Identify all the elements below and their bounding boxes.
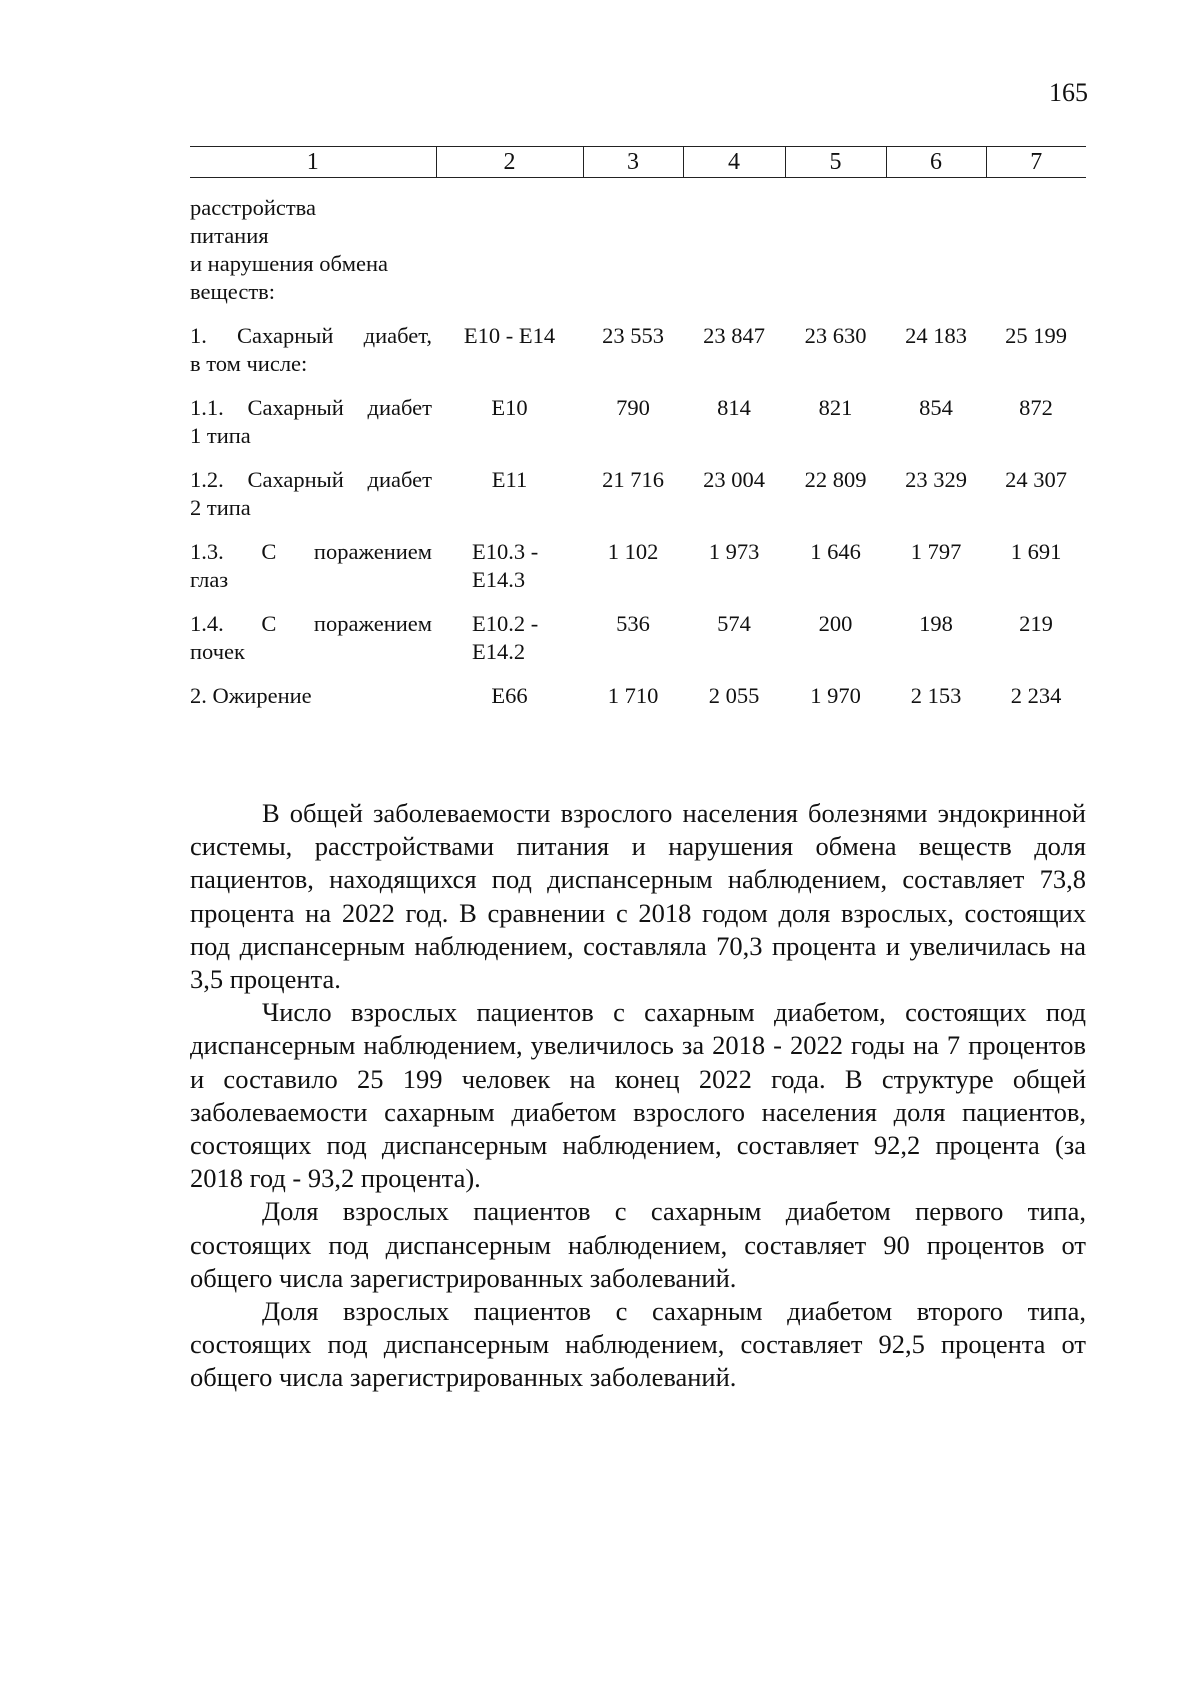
- row-name-line: 1.2. Сахарный диабет: [190, 467, 432, 492]
- paragraph: В общей заболеваемости взрослого населения болезнями эндокринной системы, расстройствами питания и нарушения обмена веществ доля пациентов, находящихся под диспансерным наблюдением, составляет 73,8 процента на 2022 год. В сравнении с 2018 годом доля взрослых, состоящих под диспансерным наблюдением, составляла 70,3 процента и увеличилась на 3,5 процента.: [190, 798, 1086, 995]
- table-row: [190, 322, 1086, 378]
- table-row: [190, 466, 1086, 522]
- value-cell: 790: [616, 395, 650, 420]
- column-header: 2: [436, 147, 583, 178]
- icd-code-line: E11: [491, 467, 528, 492]
- paragraph: Число взрослых пациентов с сахарным диабетом, состоящих под диспансерным наблюдением, увеличилось за 2018 - 2022 годы на 7 процентов и составило 25 199 человек на конец 2022 года. В структуре общей заболеваемости сахарным диабетом взрослого населения доля пациентов, состоящих под диспансерным наблюдением, составляет 92,2 процента (за 2018 год - 93,2 процента).: [190, 997, 1086, 1194]
- value-cell: 23 847: [703, 323, 765, 348]
- value-cell: 22 809: [804, 467, 867, 492]
- value-cell: 574: [717, 611, 751, 636]
- row-name: [190, 322, 436, 378]
- value-cell: 23 004: [703, 467, 765, 492]
- row-name-line: глаз: [190, 567, 229, 592]
- row-name: [190, 394, 436, 450]
- value-cell: 854: [919, 395, 953, 420]
- icd-code: [436, 322, 583, 378]
- column-header: 6: [886, 147, 986, 178]
- icd-code-line: E10 - E14: [463, 323, 556, 348]
- value-cell: 1 710: [607, 683, 659, 708]
- value-cell: 1 973: [708, 539, 760, 564]
- value-cell: 1 691: [1010, 539, 1062, 564]
- value-cell: 25 199: [1005, 323, 1067, 348]
- table-row: [190, 538, 1086, 594]
- icd-code: [436, 394, 583, 450]
- row-name-line: 2. Ожирение: [190, 683, 312, 708]
- row-name-line: 1 типа: [190, 423, 251, 448]
- row-name-line: 1.4. С поражением: [190, 611, 432, 636]
- row-name: [190, 466, 436, 522]
- row-name-line: 1.3. С поражением: [190, 539, 432, 564]
- table-row: [190, 610, 1086, 666]
- row-name-line: 1. Сахарный диабет,: [190, 323, 432, 348]
- row-name: [190, 610, 436, 666]
- value-cell: 21 716: [602, 467, 664, 492]
- value-cell: 24 183: [905, 323, 967, 348]
- table-header-row: [190, 147, 1086, 178]
- value-cell: 200: [818, 611, 853, 636]
- morbidity-table: [190, 146, 1086, 710]
- page-number: 165: [1049, 78, 1088, 107]
- icd-code-line: E66: [491, 683, 528, 708]
- icd-code-line: E10: [491, 395, 528, 420]
- row-name: [190, 538, 436, 594]
- value-cell: 1 646: [810, 539, 861, 564]
- value-cell: 872: [1019, 395, 1053, 420]
- paragraph: Доля взрослых пациентов с сахарным диабетом первого типа, состоящих под диспансерным наблюдением, составляет 90 процентов от общего числа зарегистрированных заболеваний.: [190, 1196, 1086, 1293]
- value-cell: 23 630: [804, 323, 867, 348]
- value-cell: 2 234: [1010, 683, 1062, 708]
- icd-code-line: E10.3 -: [472, 539, 539, 564]
- row-name: [190, 682, 436, 710]
- value-cell: 23 329: [905, 467, 967, 492]
- icd-code-line: E10.2 -: [472, 611, 539, 636]
- table-row: [190, 394, 1086, 450]
- value-cell: 198: [919, 611, 953, 636]
- section-label-row: [190, 194, 1086, 306]
- column-header: 3: [583, 147, 683, 178]
- column-header: 5: [785, 147, 886, 178]
- icd-code: [436, 538, 583, 594]
- value-cell: 1 797: [910, 539, 962, 564]
- row-name-line: 1.1. Сахарный диабет: [190, 395, 432, 420]
- icd-code-line: E14.3: [472, 567, 526, 592]
- icd-code: [436, 466, 583, 522]
- value-cell: 536: [616, 611, 650, 636]
- icd-code-line: E14.2: [472, 639, 526, 664]
- icd-code: [436, 610, 583, 666]
- value-cell: 2 153: [910, 683, 962, 708]
- value-cell: 2 055: [708, 683, 760, 708]
- column-header: 4: [683, 147, 785, 178]
- row-name-line: в том числе:: [190, 351, 308, 376]
- paragraph: Доля взрослых пациентов с сахарным диабетом второго типа, состоящих под диспансерным наблюдением, составляет 92,5 процента от общего числа зарегистрированных заболеваний.: [190, 1296, 1086, 1393]
- table-row: [190, 682, 1086, 710]
- icd-code: [436, 682, 583, 710]
- column-header: 7: [986, 147, 1086, 178]
- value-cell: 1 102: [607, 539, 659, 564]
- value-cell: 821: [818, 395, 853, 420]
- value-cell: 219: [1019, 611, 1053, 636]
- body-text: [190, 797, 1086, 1395]
- value-cell: 1 970: [810, 683, 861, 708]
- value-cell: 814: [717, 395, 751, 420]
- section-label: расстройства питания и нарушения обмена веществ:: [190, 195, 388, 304]
- row-name-line: 2 типа: [190, 495, 251, 520]
- value-cell: 24 307: [1005, 467, 1067, 492]
- value-cell: 23 553: [602, 323, 664, 348]
- column-header: 1: [190, 147, 436, 178]
- row-name-line: почек: [190, 639, 245, 664]
